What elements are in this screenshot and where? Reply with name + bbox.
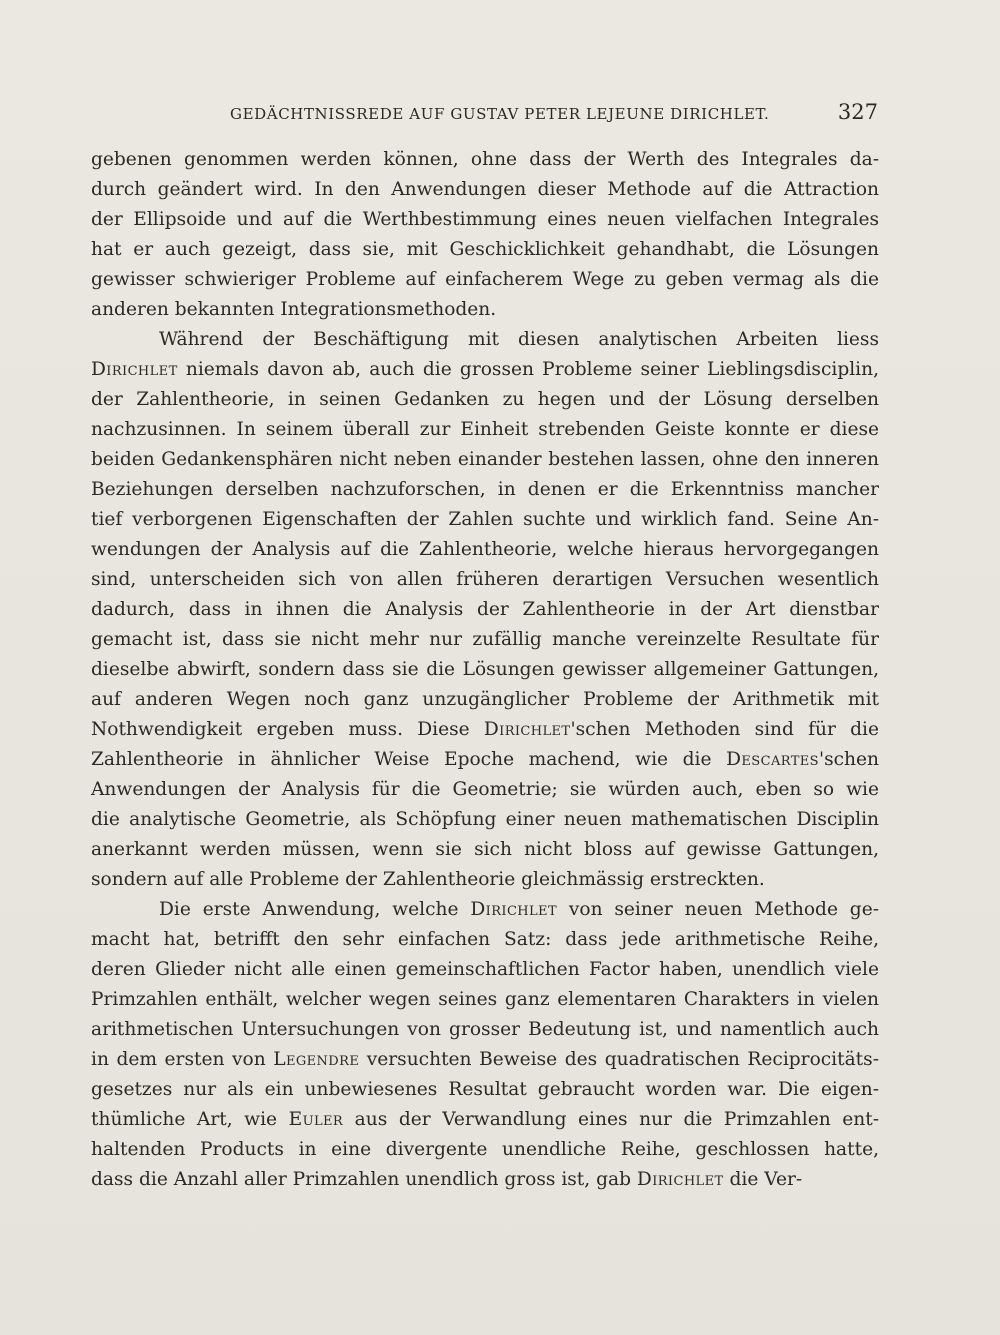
text-run: versuchten Beweise des quadratischen Reciprocitäts- xyxy=(359,1049,879,1070)
text-run: 'schen Methoden sind für die xyxy=(570,719,879,740)
text-line xyxy=(91,505,879,535)
text-line xyxy=(91,985,879,1015)
text-line xyxy=(91,265,879,295)
text-line xyxy=(91,415,879,445)
text-run: der Ellipsoide und auf die Werthbestimmung eines neuen vielfachen Integrales xyxy=(91,209,879,230)
text-line xyxy=(91,235,879,265)
text-line xyxy=(91,925,879,955)
text-line xyxy=(91,685,879,715)
text-run: tief verborgenen Eigenschaften der Zahlen suchte und wirklich fand. Seine An- xyxy=(91,509,879,530)
text-run: gebenen genommen werden können, ohne dass der Werth des Integrales da- xyxy=(91,149,879,170)
text-line xyxy=(91,655,879,685)
text-run: die analytische Geometrie, als Schöpfung einer neuen mathematischen Disciplin xyxy=(91,809,879,830)
text-run: Die erste Anwendung, welche xyxy=(159,899,471,920)
text-run: gesetzes nur als ein unbewiesenes Resultat gebraucht worden war. Die eigen- xyxy=(91,1079,879,1100)
text-run: sondern auf alle Probleme der Zahlentheorie gleichmässig erstreckten. xyxy=(91,869,765,890)
text-run: dadurch, dass in ihnen die Analysis der Zahlentheorie in der Art dienstbar xyxy=(91,599,879,620)
text-run: thümliche Art, wie xyxy=(91,1109,289,1130)
text-run: 'schen xyxy=(818,749,879,770)
page-number: 327 xyxy=(837,100,878,124)
text-line xyxy=(91,145,879,175)
paragraph xyxy=(91,895,879,1195)
text-run: haltenden Products in eine divergente unendliche Reihe, geschlossen hatte, xyxy=(91,1139,879,1160)
text-line xyxy=(91,805,879,835)
text-line xyxy=(91,625,879,655)
text-run: deren Glieder nicht alle einen gemeinschaftlichen Factor haben, unendlich viele xyxy=(91,959,879,980)
text-line xyxy=(91,295,879,325)
text-run: von seiner neuen Methode ge- xyxy=(557,899,879,920)
text-line xyxy=(91,745,879,775)
text-run: macht hat, betrifft den sehr einfachen Satz: dass jede arithmetische Reihe, xyxy=(91,929,879,950)
text-line xyxy=(91,385,879,415)
text-line xyxy=(91,1165,879,1195)
text-run: arithmetischen Untersuchungen von grosser Bedeutung ist, und namentlich auch xyxy=(91,1019,879,1040)
text-run: niemals davon ab, auch die grossen Probleme seiner Lieblingsdisciplin, xyxy=(177,359,879,380)
text-line xyxy=(91,895,879,925)
person-name: Descartes xyxy=(726,749,819,770)
text-line xyxy=(91,175,879,205)
text-run: aus der Verwandlung eines nur die Primzahlen ent- xyxy=(343,1109,879,1130)
person-name: Dirichlet xyxy=(91,359,178,380)
text-line xyxy=(91,1015,879,1045)
text-run: der Zahlentheorie, in seinen Gedanken zu hegen und der Lösung derselben xyxy=(91,389,879,410)
text-run: sind, unterscheiden sich von allen früheren derartigen Versuchen wesentlich xyxy=(91,569,879,590)
text-run: anerkannt werden müssen, wenn sie sich nicht bloss auf gewisse Gattungen, xyxy=(91,839,879,860)
text-run: Zahlentheorie in ähnlicher Weise Epoche machend, wie die xyxy=(91,749,727,770)
paragraph xyxy=(91,325,879,895)
text-line xyxy=(91,355,879,385)
text-run: dass die Anzahl aller Primzahlen unendlich gross ist, gab xyxy=(91,1169,637,1190)
text-line xyxy=(91,595,879,625)
text-run: auf anderen Wegen noch ganz unzugänglicher Probleme der Arithmetik mit xyxy=(91,689,879,710)
text-run: nachzusinnen. In seinem überall zur Einheit strebenden Geiste konnte er diese xyxy=(91,419,879,440)
text-line xyxy=(91,1105,879,1135)
paragraph xyxy=(91,145,879,325)
text-run: hat er auch gezeigt, dass sie, mit Geschicklichkeit gehandhabt, die Lösungen xyxy=(91,239,879,260)
text-run: dieselbe abwirft, sondern dass sie die Lösungen gewisser allgemeiner Gattungen, xyxy=(91,659,879,680)
text-line xyxy=(91,865,879,895)
text-line xyxy=(91,445,879,475)
text-run: gemacht ist, dass sie nicht mehr nur zufällig manche vereinzelte Resultate für xyxy=(91,629,879,650)
text-run: Anwendungen der Analysis für die Geometrie; sie würden auch, eben so wie xyxy=(91,779,879,800)
text-run: wendungen der Analysis auf die Zahlentheorie, welche hieraus hervorgegangen xyxy=(91,539,879,560)
text-line xyxy=(91,475,879,505)
text-line xyxy=(91,835,879,865)
text-run: gewisser schwieriger Probleme auf einfacherem Wege zu geben vermag als die xyxy=(91,269,879,290)
text-run: Beziehungen derselben nachzuforschen, in denen er die Erkenntniss mancher xyxy=(91,479,879,500)
person-name: Dirichlet xyxy=(636,1169,724,1190)
person-name: Dirichlet xyxy=(470,899,558,920)
running-head xyxy=(92,100,880,130)
body-text xyxy=(91,145,879,1195)
text-line xyxy=(91,715,879,745)
text-run: die Ver- xyxy=(723,1169,803,1190)
text-line xyxy=(91,325,879,355)
running-title: GEDÄCHTNISSREDE AUF GUSTAV PETER LEJEUNE DIRICHLET. xyxy=(230,105,770,123)
text-line xyxy=(91,205,879,235)
text-line xyxy=(91,955,879,985)
text-line xyxy=(91,1045,879,1075)
text-line xyxy=(91,535,879,565)
text-run: beiden Gedankensphären nicht neben einander bestehen lassen, ohne den inneren xyxy=(91,449,879,470)
person-name: Dirichlet xyxy=(483,719,571,740)
text-run: anderen bekannten Integrationsmethoden. xyxy=(91,299,497,320)
text-run: in dem ersten von xyxy=(91,1049,274,1070)
text-line xyxy=(91,775,879,805)
text-line xyxy=(91,1075,879,1105)
text-run: Primzahlen enthält, welcher wegen seines ganz elementaren Charakters in vielen xyxy=(91,989,879,1010)
person-name: Legendre xyxy=(273,1049,360,1070)
text-run: durch geändert wird. In den Anwendungen dieser Methode auf die Attraction xyxy=(91,179,879,200)
text-line xyxy=(91,565,879,595)
text-run: Nothwendigkeit ergeben muss. Diese xyxy=(91,719,484,740)
person-name: Euler xyxy=(288,1109,344,1130)
text-line xyxy=(91,1135,879,1165)
text-run: Während der Beschäftigung mit diesen analytischen Arbeiten liess xyxy=(159,329,879,350)
